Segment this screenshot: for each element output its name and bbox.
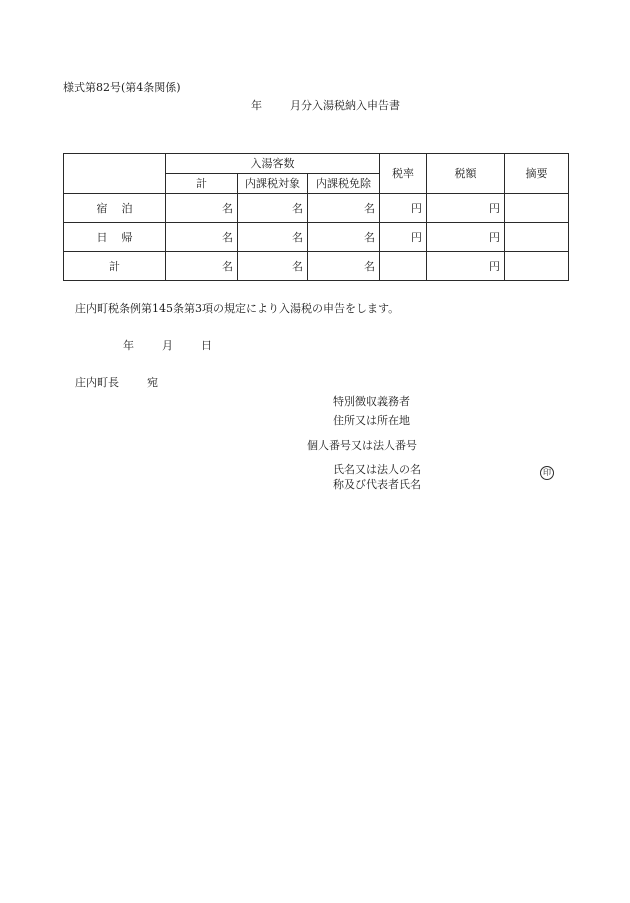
cell-remarks (505, 223, 569, 252)
row-label-lodging (64, 194, 166, 223)
cell-taxable: 名 (238, 194, 308, 223)
label-name-line-1: 氏名又は法人の名 (333, 463, 421, 476)
table-row-total (64, 252, 569, 281)
declaration-statement: 庄内町税条例第145条第3項の規定により入湯税の申告をします。 (75, 302, 400, 315)
tax-table (63, 153, 569, 281)
cell-exempt: 名 (308, 194, 380, 223)
seal-mark: 印 (540, 466, 554, 480)
title-year: 年 (251, 99, 262, 112)
cell-rate: 円 (380, 223, 427, 252)
header-blank-cell (64, 154, 166, 194)
title-text: 月分入湯税納入申告書 (290, 99, 400, 112)
cell-rate (380, 252, 427, 281)
row-label-text: 日帰 (96, 230, 147, 244)
cell-exempt: 名 (308, 252, 380, 281)
header-tax-amount: 税額 (427, 154, 505, 194)
label-special-collector: 特別徴収義務者 (333, 395, 410, 408)
header-bathers-exempt: 内課税免除 (308, 174, 380, 194)
addressee-honorific: 宛 (147, 376, 158, 389)
table-row-daytrip (64, 223, 569, 252)
cell-amount: 円 (427, 252, 505, 281)
date-year: 年 (123, 339, 134, 352)
cell-rate: 円 (380, 194, 427, 223)
header-tax-rate: 税率 (380, 154, 427, 194)
cell-taxable: 名 (238, 223, 308, 252)
date-month: 月 (162, 339, 173, 352)
cell-total: 名 (166, 252, 238, 281)
cell-taxable: 名 (238, 252, 308, 281)
label-name-line-2: 称及び代表者氏名 (333, 478, 421, 491)
table-row-lodging (64, 194, 569, 223)
row-label-daytrip (64, 223, 166, 252)
date-day: 日 (201, 339, 212, 352)
date-line (123, 340, 212, 351)
document-title (251, 100, 400, 111)
header-bathers: 入湯客数 (166, 154, 380, 174)
cell-amount: 円 (427, 194, 505, 223)
label-id-number: 個人番号又は法人番号 (307, 439, 417, 452)
cell-remarks (505, 194, 569, 223)
header-bathers-total: 計 (166, 174, 238, 194)
cell-remarks (505, 252, 569, 281)
cell-total: 名 (166, 223, 238, 252)
addressee-name: 庄内町長 (75, 376, 119, 389)
header-remarks: 摘要 (505, 154, 569, 194)
row-label-text: 宿泊 (96, 201, 147, 215)
table-header-row-1 (64, 154, 569, 174)
cell-exempt: 名 (308, 223, 380, 252)
row-label-total: 計 (64, 252, 166, 281)
cell-amount: 円 (427, 223, 505, 252)
header-bathers-taxable: 内課税対象 (238, 174, 308, 194)
form-number: 様式第82号(第4条関係) (63, 81, 181, 94)
cell-total: 名 (166, 194, 238, 223)
label-address: 住所又は所在地 (333, 414, 410, 427)
addressee (75, 377, 158, 388)
